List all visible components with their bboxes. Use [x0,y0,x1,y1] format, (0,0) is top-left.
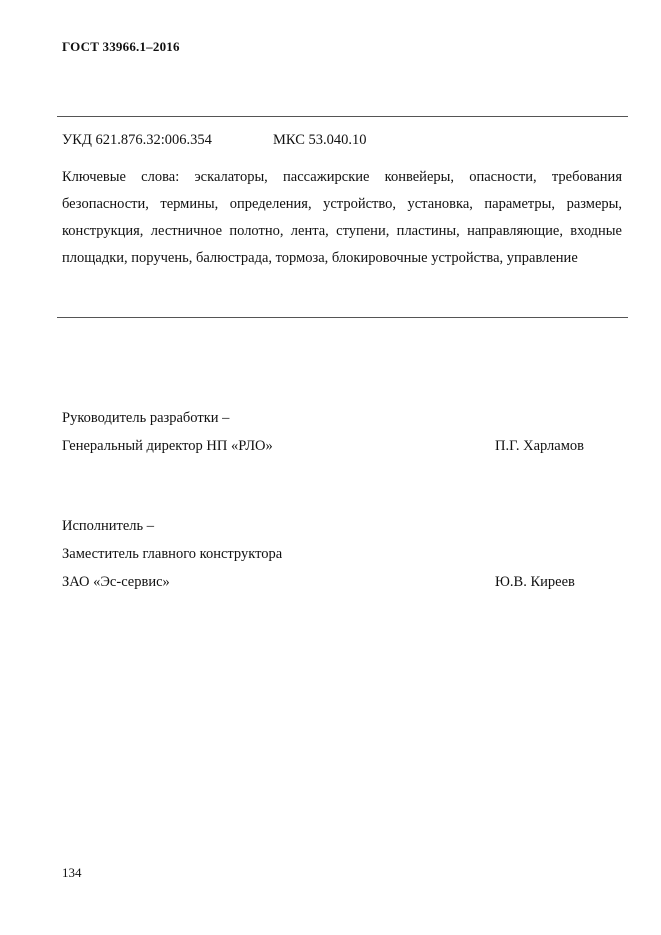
page-number: 134 [62,865,82,880]
udk-code: УКД 621.876.32:006.354 [62,132,212,148]
top-divider [57,116,628,117]
development-lead-block [62,404,622,460]
standard-code: ГОСТ 33966.1–2016 [62,39,180,54]
executor-block [62,512,622,596]
lead-position-row [62,432,622,460]
executor-position-row [62,540,622,568]
lead-name: П.Г. Харламов [495,438,585,454]
executor-position: Заместитель главного конструктора [62,546,283,562]
lead-role-row [62,404,622,432]
executor-role: Исполнитель – [62,518,154,534]
executor-organization: ЗАО «Эс-сервис» [62,574,170,590]
keywords-paragraph: Ключевые слова: эскалаторы, пассажирские конвейеры, опасности, требования безопасности, термины, определения, устройство, установка, параметры, размеры, конструкция, лестничное полотно, лента, ступени, пластины, направляющие, входные площадки, поручень, балюстрада, тормоза, блокировочные устройства, управление [62,169,622,266]
lead-role: Руководитель разработки – [62,410,230,426]
bottom-divider [57,317,628,318]
executor-name: Ю.В. Киреев [495,574,575,590]
lead-position: Генеральный директор НП «РЛО» [62,438,273,454]
executor-role-row [62,512,622,540]
mks-code: МКС 53.040.10 [273,132,367,148]
classification-codes [62,132,367,149]
executor-organization-row [62,568,622,596]
